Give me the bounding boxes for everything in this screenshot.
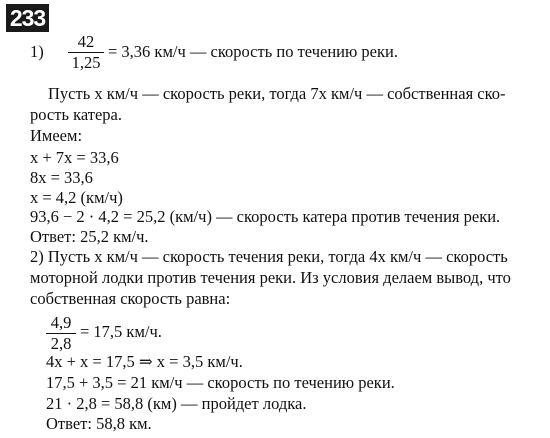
equation-3: x = 4,2 (км/ч) [30,188,123,207]
part1-fraction [68,33,104,72]
part1-result: = 3,36 км/ч — скорость по течению реки. [108,42,398,61]
part1-fraction-numerator: 42 [68,33,104,53]
line-11: собственная скорость равна: [30,289,231,308]
part2-fraction [46,314,76,353]
part1-fraction-denominator: 1,25 [71,53,101,72]
equation-1: x + 7x = 33,6 [30,148,119,167]
equation-7: 21 · 2,8 = 58,8 (км) — пройдет лодка. [46,394,307,413]
part2-fraction-result: = 17,5 км/ч. [80,322,162,341]
part2-fraction-numerator: 4,9 [46,314,76,334]
answer-1: Ответ: 25,2 км/ч. [30,227,149,246]
task-number-badge: 233 [6,4,49,32]
equation-6: 17,5 + 3,5 = 21 км/ч — скорость по течению реки. [46,373,395,392]
answer-2: Ответ: 58,8 км. [46,414,152,433]
line-10: моторной лодки против течения реки. Из условия делаем вывод, что [30,268,511,287]
line-9: 2) Пусть x км/ч — скорость течения реки, тогда 4x км/ч — скорость [30,247,508,266]
equation-5: 4x + x = 17,5 ⇒ x = 3,5 км/ч. [46,352,243,371]
part1-label: 1) [30,42,44,61]
line-2: рость катера. [30,105,122,124]
equation-4: 93,6 − 2 · 4,2 = 25,2 (км/ч) — скорость катера против течения реки. [30,207,501,226]
line-1: Пусть x км/ч — скорость реки, тогда 7x км/ч — собственная ско- [48,84,506,103]
part2-fraction-denominator: 2,8 [50,334,72,353]
equation-2: 8x = 33,6 [30,168,93,187]
line-3: Имеем: [30,126,83,145]
